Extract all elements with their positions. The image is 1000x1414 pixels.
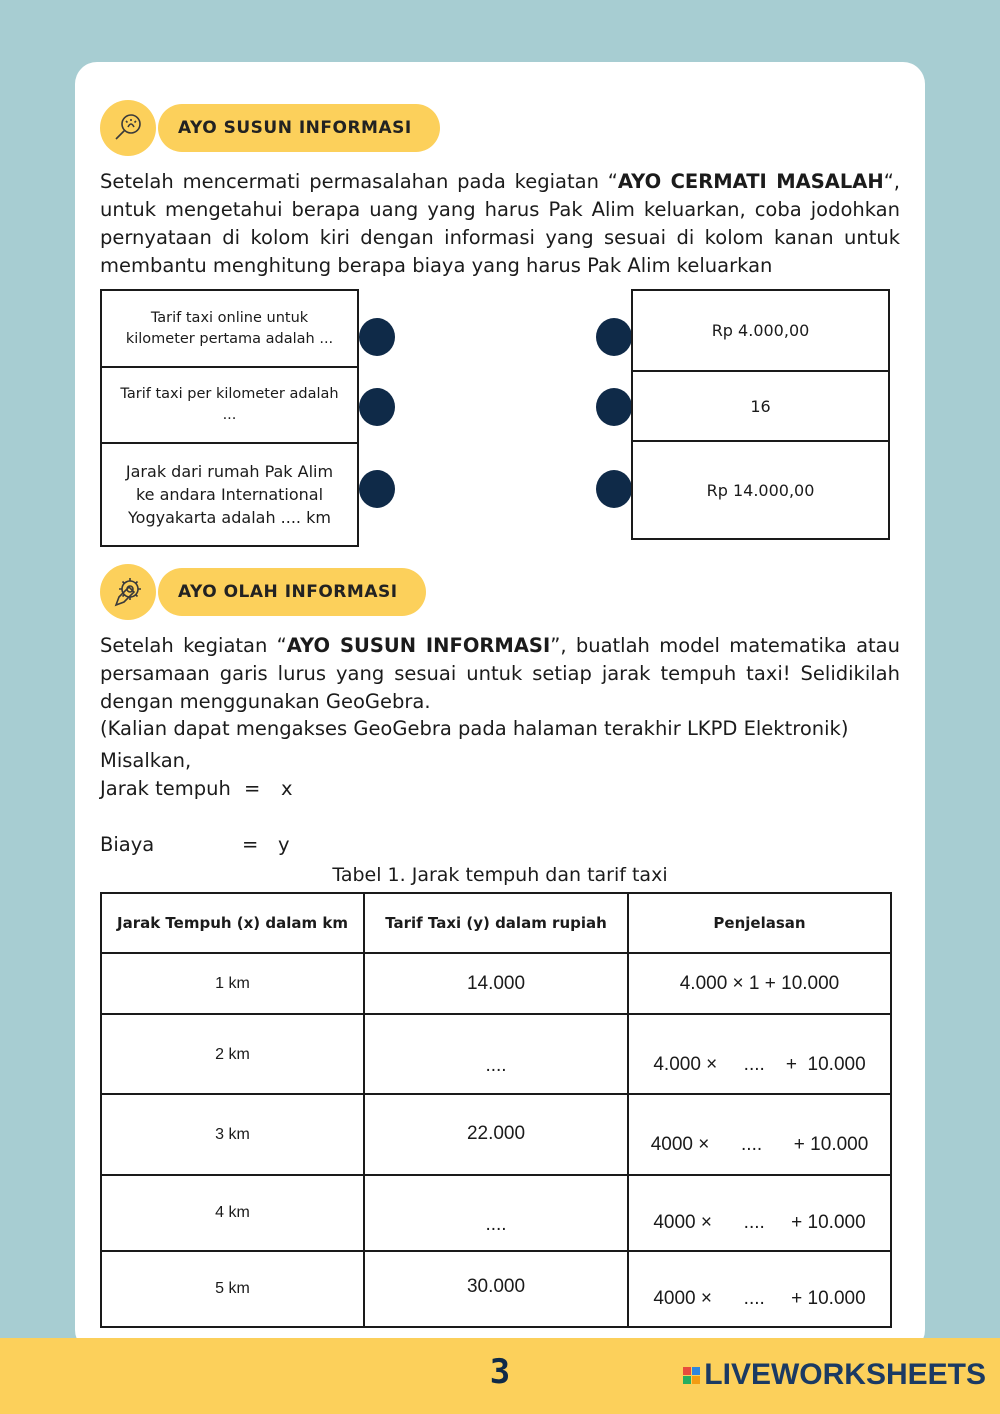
header-penjelasan: Penjelasan [628, 893, 891, 953]
table-row [101, 1094, 891, 1175]
section-title: AYO SUSUN INFORMASI [158, 104, 440, 152]
intro-paragraph-1: Setelah mencermati permasalahan pada kegiatan “AYO CERMATI MASALAH“, untuk mengetahui berapa uang yang harus Pak Alim keluarkan, coba jodohkan pernyataan di kolom kiri dengan informasi yang sesuai di kolom kanan untuk membantu menghitung berapa biaya yang harus Pak Alim keluarkan [100, 170, 900, 277]
match-left-3: Jarak dari rumah Pak Alim ke andara International Yogyakarta adalah .... km [100, 442, 359, 547]
header-jarak: Jarak Tempuh (x) dalam km [101, 893, 364, 953]
table-row [101, 953, 891, 1014]
match-right-1: Rp 4.000,00 [631, 289, 890, 372]
match-left-1: Tarif taxi online untuk kilometer pertama adalah ... [100, 289, 359, 368]
cell-penjelasan[interactable]: 4000 × .... + 10.000 [628, 1175, 891, 1251]
cell-jarak: 3 km [101, 1094, 364, 1175]
match-dot-left-2[interactable] [359, 388, 395, 426]
footer-bar [0, 1338, 1000, 1414]
cell-jarak: 4 km [101, 1175, 364, 1251]
match-dot-left-3[interactable] [359, 470, 395, 508]
match-dot-right-3[interactable] [596, 470, 632, 508]
liveworksheets-logo [683, 1358, 986, 1392]
header-tarif: Tarif Taxi (y) dalam rupiah [364, 893, 628, 953]
cell-jarak: 5 km [101, 1251, 364, 1327]
tarif-table [100, 892, 892, 1328]
section-title: AYO OLAH INFORMASI [158, 568, 426, 616]
liveworksheets-logo-icon [683, 1367, 700, 1384]
match-dot-left-1[interactable] [359, 318, 395, 356]
cell-penjelasan: 4.000 × 1 + 10.000 [628, 953, 891, 1014]
cell-jarak: 1 km [101, 953, 364, 1014]
section-header-olah [100, 564, 460, 620]
cell-tarif: 30.000 [364, 1251, 628, 1327]
match-dot-right-2[interactable] [596, 388, 632, 426]
geogebra-note: (Kalian dapat mengakses GeoGebra pada halaman terakhir LKPD Elektronik) [100, 717, 849, 740]
misalkan-label: Misalkan, [100, 749, 192, 772]
variable-x: Jarak tempuh = x [100, 777, 293, 800]
table-row [101, 1251, 891, 1327]
match-right-3: Rp 14.000,00 [631, 440, 890, 540]
table-row [101, 1014, 891, 1094]
cell-tarif[interactable]: .... [364, 1014, 628, 1094]
variable-y: Biaya = y [100, 833, 290, 856]
intro-paragraph-2: Setelah kegiatan “AYO SUSUN INFORMASI”, buatlah model matematika atau persamaan garis lurus yang sesuai untuk setiap jarak tempuh taxi! Selidikilah dengan menggunakan GeoGebra. [100, 634, 900, 713]
cell-penjelasan[interactable]: 4000 × .... + 10.000 [628, 1251, 891, 1327]
brand-name: LIVEWORKSHEETS [704, 1358, 986, 1391]
cell-tarif[interactable]: .... [364, 1175, 628, 1251]
page-number: 3 [489, 1352, 511, 1392]
cell-tarif: 14.000 [364, 953, 628, 1014]
match-right-2: 16 [631, 370, 890, 442]
table-header-row [101, 893, 891, 953]
section-header-susun [100, 100, 460, 156]
cell-tarif: 22.000 [364, 1094, 628, 1175]
cell-penjelasan[interactable]: 4.000 × .... + 10.000 [628, 1014, 891, 1094]
table-row [101, 1175, 891, 1251]
table-caption: Tabel 1. Jarak tempuh dan tarif taxi [332, 864, 668, 886]
match-dot-right-1[interactable] [596, 318, 632, 356]
cell-jarak: 2 km [101, 1014, 364, 1094]
gear-pencil-icon [100, 564, 156, 620]
lightbulb-magnifier-icon [100, 100, 156, 156]
cell-penjelasan[interactable]: 4000 × .... + 10.000 [628, 1094, 891, 1175]
match-left-2: Tarif taxi per kilometer adalah ... [100, 366, 359, 444]
